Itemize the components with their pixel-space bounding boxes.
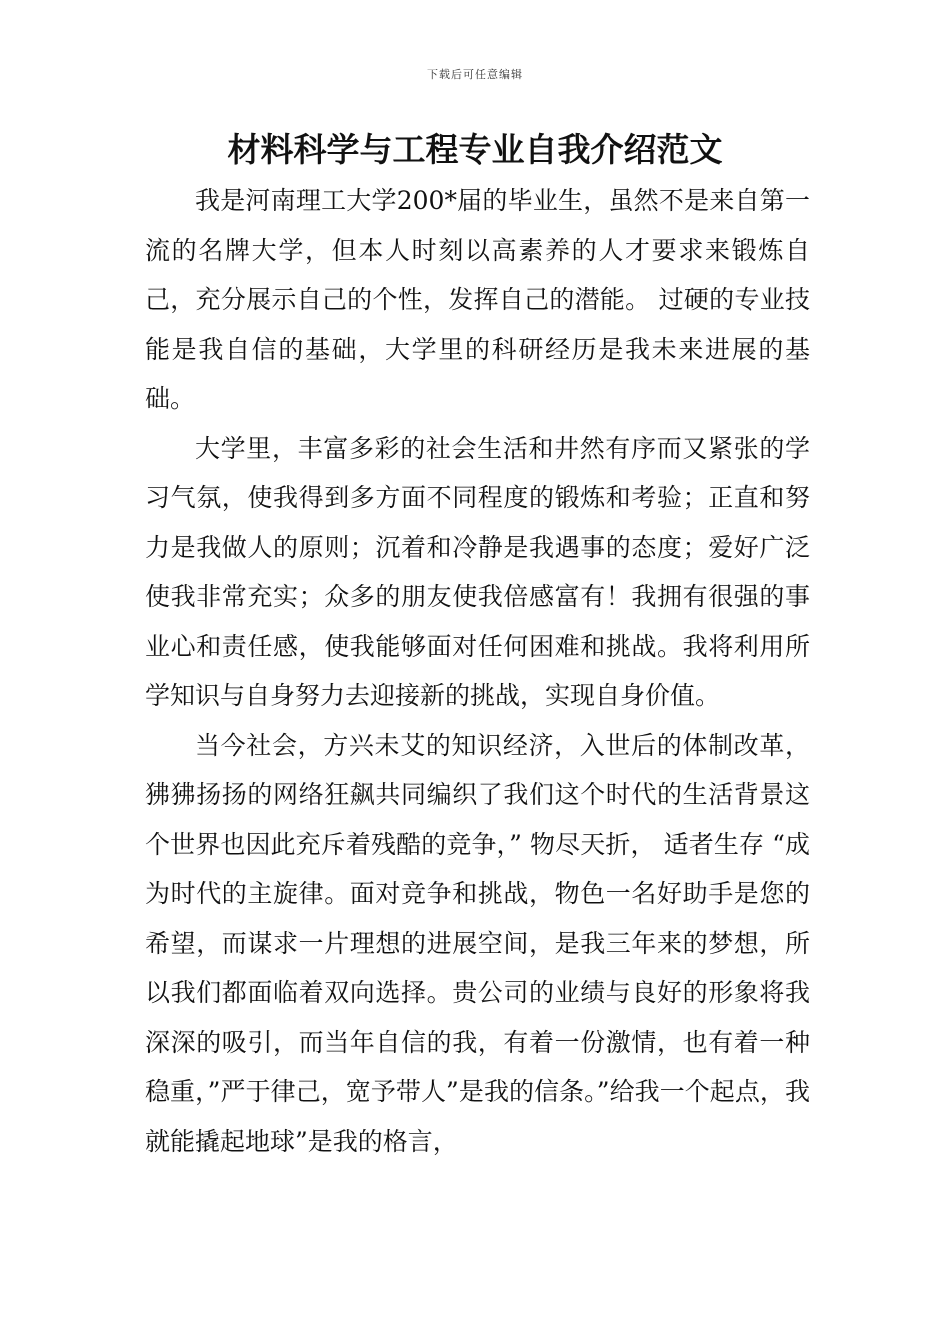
paragraph-1: 我是河南理工大学200*届的毕业生，虽然不是来自第一流的名牌大学，但本人时刻以高素养的人才要求来锻炼自己，充分展示自己的个性，发挥自己的潜能。 过硬的专业技能是我自信的基础，大学里的科研经历是我未来进展的基础。 bbox=[145, 186, 810, 413]
document-body bbox=[145, 176, 810, 1166]
document-title: 材料科学与工程专业自我介绍范文 bbox=[227, 130, 723, 169]
paragraph-2: 大学里，丰富多彩的社会生活和井然有序而又紧张的学习气氛，使我得到多方面不同程度的锻炼和考验；正直和努力是我做人的原则；沉着和冷静是我遇事的态度；爱好广泛使我非常充实；众多的朋友使我倍感富有！我拥有很强的事业心和责任感，使我能够面对任何困难和挑战。我将利用所学知识与自身努力去迎接新的挑战，实现自身价值。 bbox=[145, 433, 810, 710]
header-note: 下载后可任意编辑 bbox=[427, 68, 523, 81]
paragraph-3: 当今社会，方兴未艾的知识经济，入世后的体制改革，狒狒扬扬的网络狂飙共同编织了我们这个时代的生活背景这个世界也因此充斥着残酷的竞争，” 物尽天折， 适者生存 “成为时代的主旋律。面对竞争和挑战，物色一名好助手是您的希望，而谋求一片理想的进展空间，是我三年来的梦想，所以我们都面临着双向选择。贵公司的业绩与良好的形象将我深深的吸引，而当年自信的我，有着一份激情，也有着一种稳重，”严于律己，宽予带人”是我的信条。”给我一个起点，我就能撬起地球”是我的格言， bbox=[145, 730, 810, 1156]
